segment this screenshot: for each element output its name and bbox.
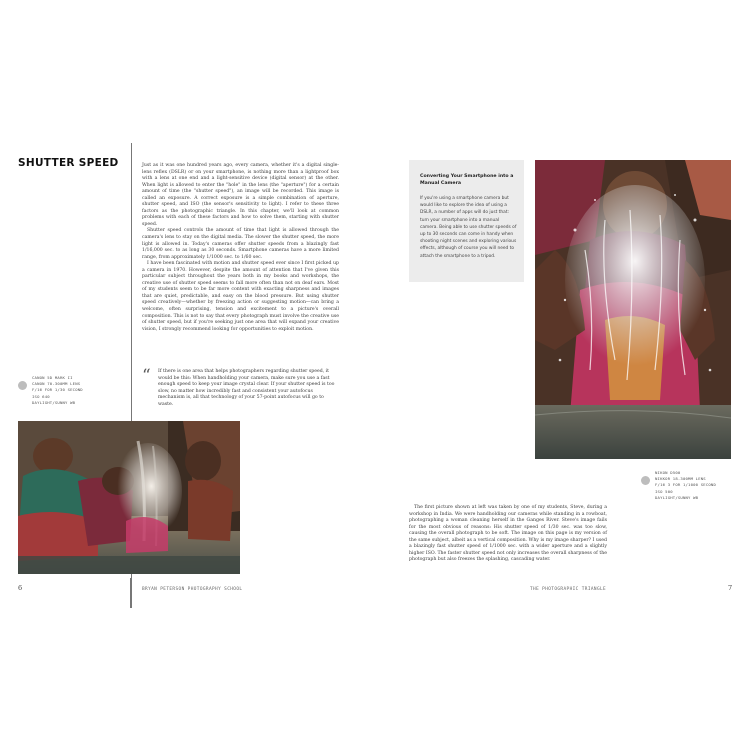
body-text — [142, 163, 339, 333]
right-paragraph: The first picture shown at left was taken by one of my students, Steve, during a workshop in India. We were handholding our cameras while standing in a rowboat, photographing a woman cleaning herself in the Ganges River. Steve's image fails for the most obvious of reasons: His shutter speed of 1/30 sec. was too slow, causing the overall photograph to be soft. The image on this page is my version of the same subject, albeit as a vertical composition. Why is my image sharper? I used a blazingly fast shutter speed of 1/1000 sec. with a wider aperture and a slightly higher ISO. The faster shutter speed not only increases the overall sharpness of the photograph but also freezes the splashing, cascading water. — [409, 505, 607, 563]
photo-woman-splashing-sharp — [535, 160, 731, 459]
body-paragraph-1: Just as it was one hundred years ago, every camera, whether it's a digital single-lens reflex (DSLR) or on your smartphone, is nothing more than a lightproof box with a lens at one end and a light-sensitive device (digital sensor) at the other. When light is allowed to enter the "hole" in the lens (the "aperture") for a certain amount of time (the "shutter speed"), an image will be recorded. This image is called an exposure. A correct exposure is a simple combination of aperture, shutter speed, and ISO (the sensor's sensitivity to light). I refer to these three factors as the photographic triangle. In this chapter, we'll look at common problems with each of these factors and how to solve them, starting with shutter speed. — [142, 163, 339, 227]
caption-line: ISO 500 — [655, 488, 673, 494]
caption-line: NIKKOR 18-300MM LENS — [655, 476, 706, 482]
caption-line: F/16 FOR 1/30 SECOND — [32, 387, 83, 393]
right-running-footer: THE PHOTOGRAPHIC TRIANGLE — [530, 587, 607, 592]
left-running-footer: BRYAN PETERSON PHOTOGRAPHY SCHOOL — [142, 587, 243, 592]
caption-line: DAYLIGHT/SUNNY WB — [655, 494, 699, 500]
body-paragraph-2: Shutter speed controls the amount of time that light is allowed through the camera's lens to stay on the digital media. The slower the shutter speed, the more light is allowed in. Today's cameras offer shutter speeds from a blazingly fast 1/16,000 sec. to as long as 30 seconds. Smartphone cameras have a more limited range, from approximately 1/1000 sec. to 1/60 sec. — [142, 228, 339, 260]
caption-dot-icon — [641, 476, 650, 485]
caption-line: CANON 70-300MM LENS — [32, 381, 81, 387]
quote-mark: “ — [142, 366, 151, 386]
footer-rule — [130, 578, 131, 608]
right-folio: 7 — [728, 584, 733, 592]
caption-line: ISO 640 — [32, 393, 50, 399]
body-paragraph-3: I have been fascinated with motion and shutter speed ever since I first picked up a camera in 1970. However, despite the amount of attention that I've given this particular subject throughout the years both in my books and workshops, the creative use of shutter speed seems to fall more often than not on deaf ears. Most of my students seem to be far more content with exacting sharpness and images that are quiet, predictable, and easy on the blood pressure. But using shutter speed creatively—whether by freezing action or suggesting motion—can bring a welcome, often surprising, tension and excitement to a picture's overall composition. This is not to say that every photograph must involve the creative use of shutter speed, but if you're seeking just one area that will expand your creative vision, I strongly recommend looking for opportunities to exploit motion. — [142, 261, 339, 332]
sidebar-body: If you're using a smartphone camera but would like to explore the idea of using a DSLR, a number of apps will do just that: turn your smartphone into a manual camera. Being able to use shutter speeds of up to 30 seconds can come in handy when shooting night scenes and exploring various effects, although of course you will need to attach the smartphone to a tripod. — [420, 196, 517, 259]
pull-quote: If there is one area that helps photographers regarding shutter speed, it would be this: When handholding your camera, make sure you use a fast enough speed to keep your image crystal clear. If your shutter speed is too slow, no matter how incredibly fast and consistent your autofocus mechanism is, all that technology of your 57-point autofocus will go to waste. — [158, 369, 335, 407]
photo-woman-splashing-soft — [18, 421, 240, 574]
sidebar-title: Converting Your Smartphone into a Manual Camera — [420, 174, 514, 186]
caption-line: F/16 3 FOR 1/1000 SECOND — [655, 482, 717, 488]
page-title: SHUTTER SPEED — [18, 157, 119, 169]
caption-dot-icon — [18, 381, 27, 390]
caption-right — [655, 470, 747, 501]
left-folio: 6 — [18, 584, 23, 592]
sidebar-box — [409, 160, 524, 282]
caption-line: CANON 5D MARK II — [32, 375, 73, 380]
caption-line: DAYLIGHT/SUNNY WB — [32, 399, 76, 405]
caption-left — [32, 375, 130, 406]
right-body-text — [409, 505, 607, 564]
caption-line: NIKON D500 — [655, 470, 681, 475]
